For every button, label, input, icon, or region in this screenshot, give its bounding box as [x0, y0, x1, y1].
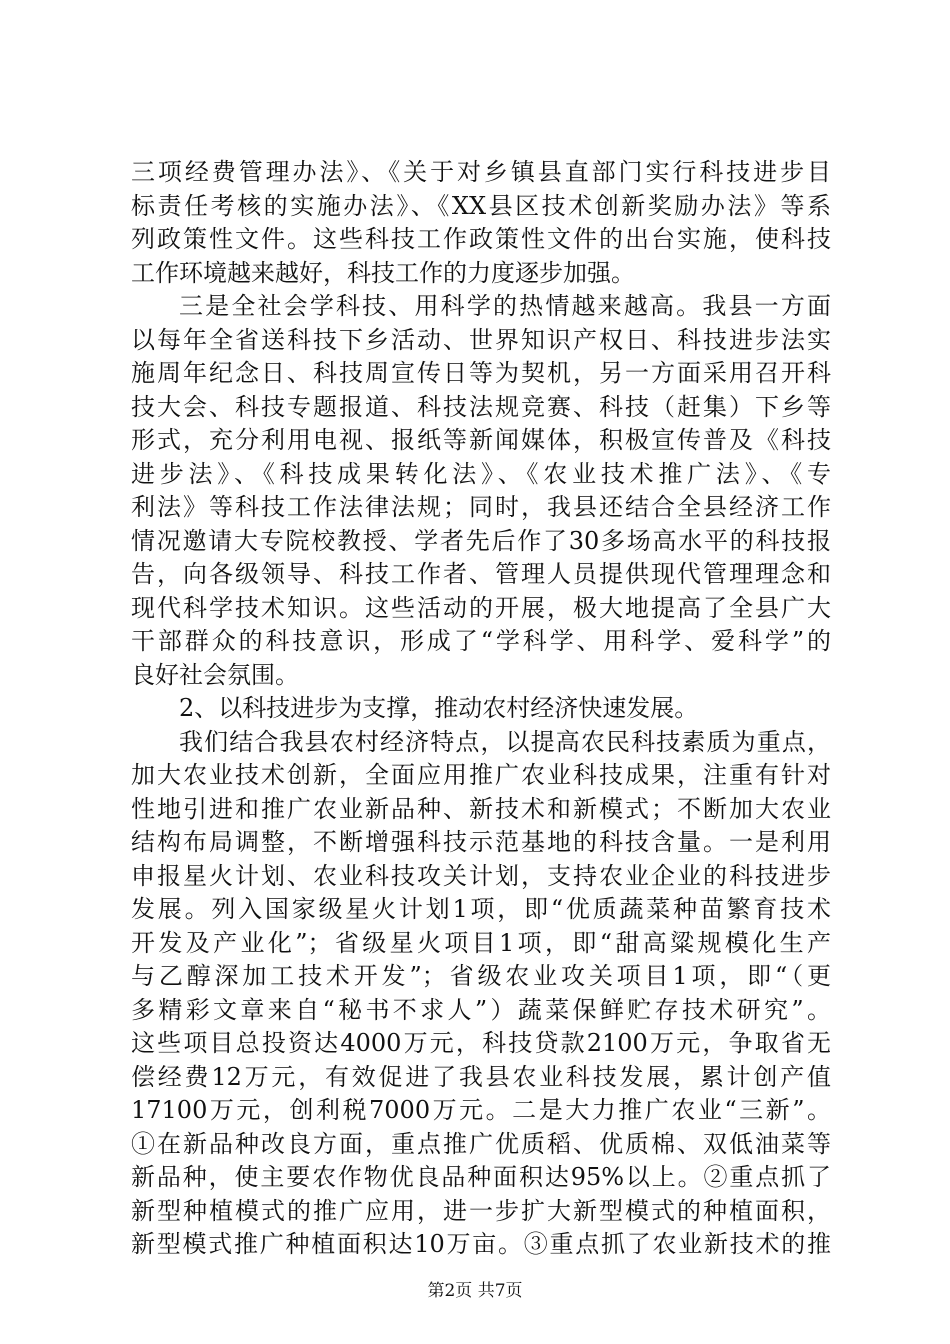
document-body	[131, 156, 831, 1262]
text-line: 干部群众的科技意识，形成了“学科学、用科学、爱科学”的	[131, 627, 831, 655]
text-line: 这些项目总投资达4000万元，科技贷款2100万元，争取省无	[131, 1029, 831, 1057]
text-line: 列政策性文件。这些科技工作政策性文件的出台实施，使科技	[131, 225, 831, 253]
text-line: 情况邀请大专院校教授、学者先后作了30多场高水平的科技报	[131, 526, 831, 555]
text-line: 加大农业技术创新，全面应用推广农业科技成果，注重有针对	[131, 761, 831, 789]
text-line: 技大会、科技专题报道、科技法规竞赛、科技（赶集）下乡等	[131, 392, 831, 421]
text-line: 以每年全省送科技下乡活动、世界知识产权日、科技进步法实	[131, 325, 831, 354]
paragraph-start-line: 我们结合我县农村经济特点，以提高农民科技素质为重点，	[179, 727, 831, 756]
text-line: 17100万元，创利税7000万元。二是大力推广农业“三新”。	[131, 1096, 831, 1124]
text-line: 告，向各级领导、科技工作者、管理人员提供现代管理理念和	[131, 560, 831, 588]
page-number-footer: 第2页 共7页	[427, 1281, 523, 1301]
section-heading: 2、以科技进步为支撑，推动农村经济快速发展。	[179, 694, 699, 722]
text-line: 新型模式推广种植面积达10万亩。③重点抓了农业新技术的推	[131, 1230, 831, 1258]
text-line: 现代科学技术知识。这些活动的开展，极大地提高了全县广大	[131, 593, 831, 622]
text-line: 利法》等科技工作法律法规；同时，我县还结合全县经济工作	[131, 493, 831, 521]
text-line: 三项经费管理办法》、《关于对乡镇县直部门实行科技进步目	[131, 158, 831, 186]
paragraph-start-line: 三是全社会学科技、用科学的热情越来越高。我县一方面	[179, 292, 831, 320]
text-line: 新品种，使主要农作物优良品种面积达95%以上。②重点抓了	[131, 1163, 831, 1191]
text-line: 偿经费12万元，有效促进了我县农业科技发展，累计创产值	[131, 1062, 831, 1091]
text-line: 发展。列入国家级星火计划1项，即“优质蔬菜种苗繁育技术	[131, 895, 831, 923]
text-line: 进步法》、《科技成果转化法》、《农业技术推广法》、《专	[131, 459, 831, 488]
text-line: 良好社会氛围。	[131, 660, 299, 689]
text-line: 与乙醇深加工技术开发”；省级农业攻关项目1项，即“（更	[131, 962, 831, 990]
text-line: 性地引进和推广农业新品种、新技术和新模式；不断加大农业	[131, 794, 831, 823]
text-line: 新型种植模式的推广应用，进一步扩大新型模式的种植面积，	[131, 1196, 831, 1225]
text-line: ①在新品种改良方面，重点推广优质稻、优质棉、双低油菜等	[131, 1129, 831, 1158]
text-line: 申报星火计划、农业科技攻关计划，支持农业企业的科技进步	[131, 861, 831, 890]
text-line: 工作环境越来越好，科技工作的力度逐步加强。	[131, 258, 635, 287]
text-line: 施周年纪念日、科技周宣传日等为契机，另一方面采用召开科	[131, 359, 831, 387]
text-line: 开发及产业化”；省级星火项目1项，即“甜高粱规模化生产	[131, 928, 831, 957]
text-line: 结构布局调整，不断增强科技示范基地的科技含量。一是利用	[131, 828, 831, 856]
text-line: 多精彩文章来自“秘书不求人”）蔬菜保鲜贮存技术研究”。	[131, 995, 831, 1024]
text-line: 标责任考核的实施办法》、《XX县区技术创新奖励办法》等系	[131, 191, 831, 220]
text-line: 形式，充分利用电视、报纸等新闻媒体，积极宣传普及《科技	[131, 426, 831, 454]
